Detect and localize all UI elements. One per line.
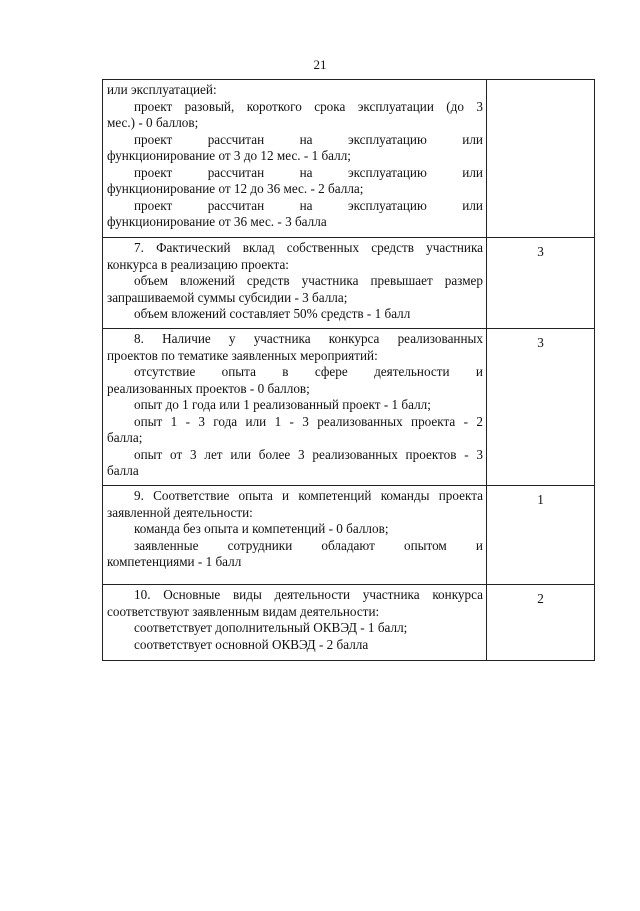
criterion-line: опыт до 1 года или 1 реализованный проект - 1 балл; [134, 397, 431, 412]
table-row [103, 486, 595, 585]
criterion-line: 10. Основные виды деятельности участника конкурса [134, 587, 483, 602]
criterion-line: запрашиваемой суммы субсидии - 3 балла; [107, 289, 348, 305]
criteria-table [102, 79, 595, 661]
criterion-line: отсутствие опыта в сфере деятельности и [134, 364, 483, 379]
criterion-line: проектов по тематике заявленных мероприятий: [107, 347, 378, 363]
score-cell [487, 80, 595, 238]
criterion-cell [103, 238, 487, 329]
criterion-line: балла [107, 463, 139, 478]
criterion-cell [103, 80, 487, 238]
criterion-line: заявленные сотрудники обладают опытом и [134, 537, 483, 553]
score-cell: 3 [487, 329, 595, 486]
criterion-cell [103, 329, 487, 486]
score-cell: 3 [487, 238, 595, 329]
criterion-line: опыт от 3 лет или более 3 реализованных проектов - 3 [134, 446, 483, 462]
table-row [103, 329, 595, 486]
criterion-line: или эксплуатацией: [107, 82, 217, 97]
criterion-line: соответствует основной ОКВЭД - 2 балла [134, 636, 369, 652]
criterion-line: команда без опыта и компетенций - 0 баллов; [134, 521, 389, 536]
criterion-line: функционирование от 3 до 12 мес. - 1 балл; [107, 148, 351, 163]
criterion-line: реализованных проектов - 0 баллов; [107, 380, 310, 396]
table-row [103, 238, 595, 329]
criterion-line: проект разовый, короткого срока эксплуатации (до 3 [134, 98, 483, 114]
criterion-line: балла; [107, 430, 143, 445]
criterion-line: соответствует дополнительный ОКВЭД - 1 балл; [134, 620, 408, 635]
criterion-line: объем вложений составляет 50% средств - 1 балл [134, 306, 411, 321]
table-row [103, 585, 595, 661]
criterion-line: 7. Фактический вклад собственных средств участника [134, 240, 483, 255]
criterion-line: заявленной деятельности: [107, 504, 253, 520]
criterion-line: опыт 1 - 3 года или 1 - 3 реализованных проекта - 2 [134, 413, 483, 429]
criterion-cell [103, 585, 487, 661]
criterion-line: функционирование от 12 до 36 мес. - 2 балла; [107, 181, 364, 196]
criterion-line: проект рассчитан на эксплуатацию или [134, 197, 483, 213]
criterion-line: соответствуют заявленным видам деятельности: [107, 603, 380, 619]
score-cell: 1 [487, 486, 595, 585]
criterion-line: мес.) - 0 баллов; [107, 115, 199, 130]
table-row [103, 80, 595, 238]
criterion-line: 8. Наличие у участника конкурса реализованных [134, 331, 483, 346]
page-number: 21 [313, 57, 327, 72]
criterion-line: конкурса в реализацию проекта: [107, 256, 289, 272]
criterion-line: компетенциями - 1 балл [107, 554, 242, 569]
criterion-line: функционирование от 36 мес. - 3 балла [107, 214, 327, 229]
score-cell: 2 [487, 585, 595, 661]
criterion-line: объем вложений средств участника превышает размер [134, 273, 483, 288]
criterion-line: проект рассчитан на эксплуатацию или [134, 131, 483, 147]
criterion-line: 9. Соответствие опыта и компетенций команды проекта [134, 488, 483, 503]
criterion-line: проект рассчитан на эксплуатацию или [134, 164, 483, 180]
criterion-cell [103, 486, 487, 585]
